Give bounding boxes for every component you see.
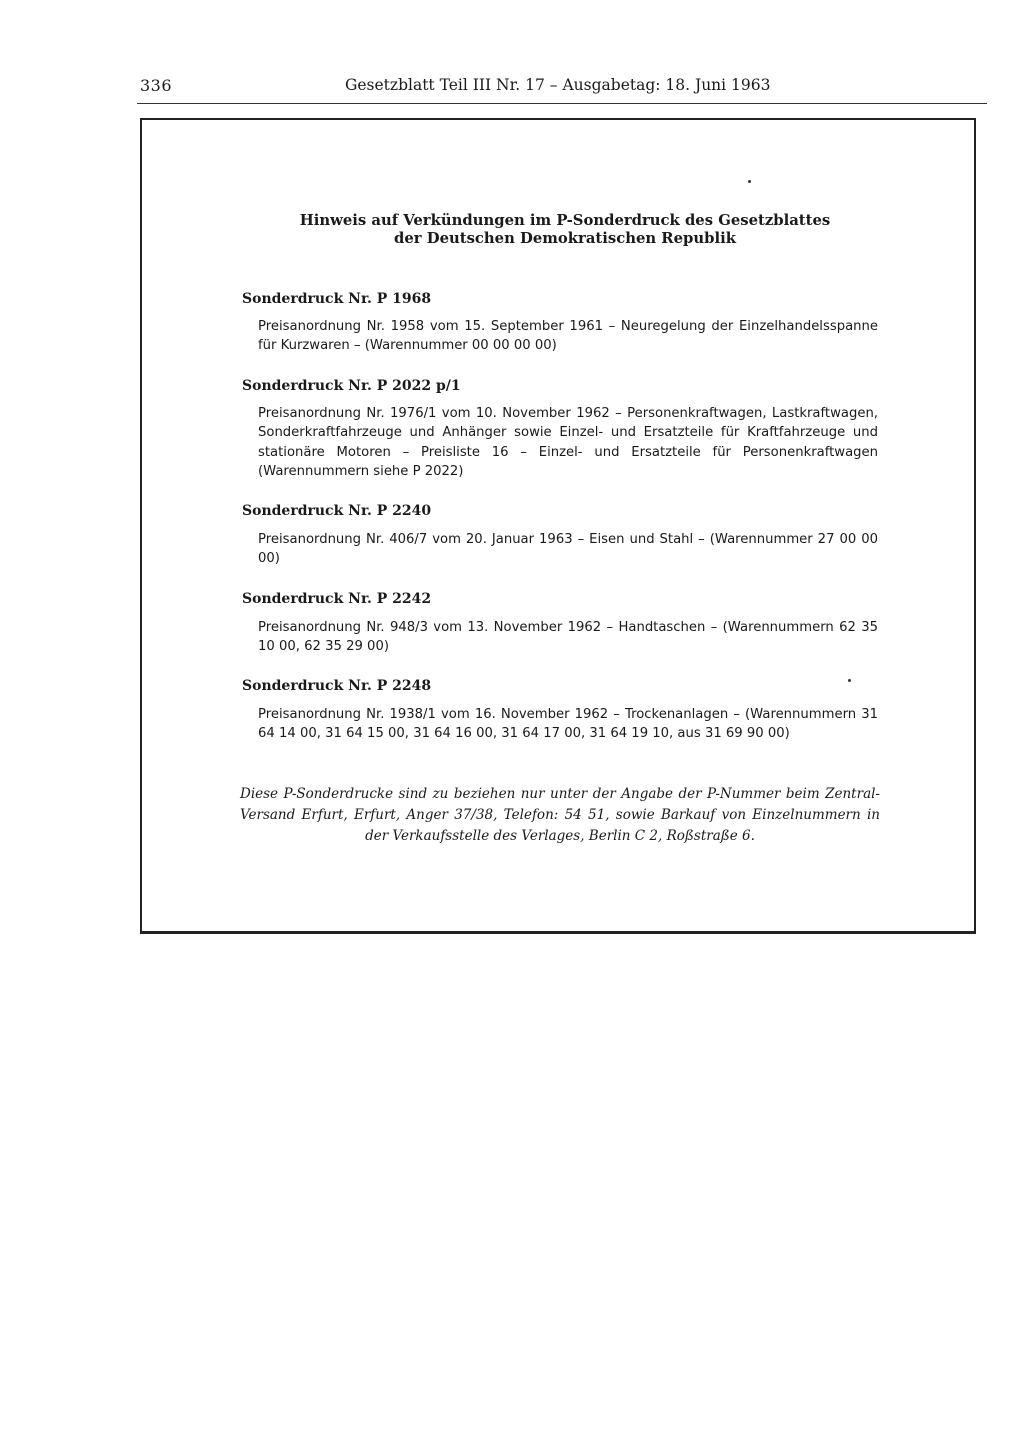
running-title: Gesetzblatt Teil III Nr. 17 – Ausgabetag: 18. Juni 1963: [345, 76, 771, 94]
scan-speck: [748, 180, 751, 183]
entry-body: Preisanordnung Nr. 406/7 vom 20. Januar 1963 – Eisen und Stahl – (Warennummer 27 00 00 00): [258, 532, 878, 567]
entry-body: Preisanordnung Nr. 1958 vom 15. September 1961 – Neuregelung der Einzelhandelsspanne für Kurzwaren – (Warennummer 00 00 00 00): [258, 319, 878, 354]
entry-body: Preisanordnung Nr. 948/3 vom 13. November 1962 – Handtaschen – (Warennummern 62 35 10 00, 62 35 29 00): [258, 620, 878, 655]
ordering-note: Diese P-Sonderdrucke sind zu beziehen nur unter der Angabe der P-Nummer beim Zentral-Versand Erfurt, Erfurt, Anger 37/38, Telefon: 54 51, sowie Barkauf von Einzelnummern in der Verkaufsstelle des Verlages, Berlin C 2, Roßstraße 6.: [240, 786, 880, 844]
header-rule: [137, 103, 987, 104]
entry-heading: Sonderdruck Nr. P 2242: [242, 591, 432, 607]
notice-title: [200, 212, 930, 248]
scan-speck: [848, 679, 851, 682]
notice-title-line-2: der Deutschen Demokratischen Republik: [394, 230, 736, 247]
entry-heading: Sonderdruck Nr. P 2022 p/1: [242, 378, 461, 394]
entry-heading: Sonderdruck Nr. P 2240: [242, 503, 432, 519]
entry-heading: Sonderdruck Nr. P 1968: [242, 291, 432, 307]
page-number: 336: [140, 76, 173, 95]
entry-body: Preisanordnung Nr. 1976/1 vom 10. November 1962 – Personenkraftwagen, Lastkraftwagen, Sonderkraftfahrzeuge und Anhänger sowie Einzel- und Ersatzteile für Kraftfahrzeuge und stationäre Motoren – Preisliste 16 – Einzel- und Ersatzteile für Personenkraftwagen (Warennummern siehe P 2022): [258, 406, 878, 480]
entry-body: Preisanordnung Nr. 1938/1 vom 16. November 1962 – Trockenanlagen – (Warennummern 31 64 14 00, 31 64 15 00, 31 64 16 00, 31 64 17 00, 31 64 19 10, aus 31 69 90 00): [258, 707, 878, 742]
page-header: [140, 76, 785, 100]
notice-title-line-1: Hinweis auf Verkündungen im P-Sonderdruck des Gesetzblattes: [299, 212, 831, 229]
entry-heading: Sonderdruck Nr. P 2248: [242, 678, 432, 694]
